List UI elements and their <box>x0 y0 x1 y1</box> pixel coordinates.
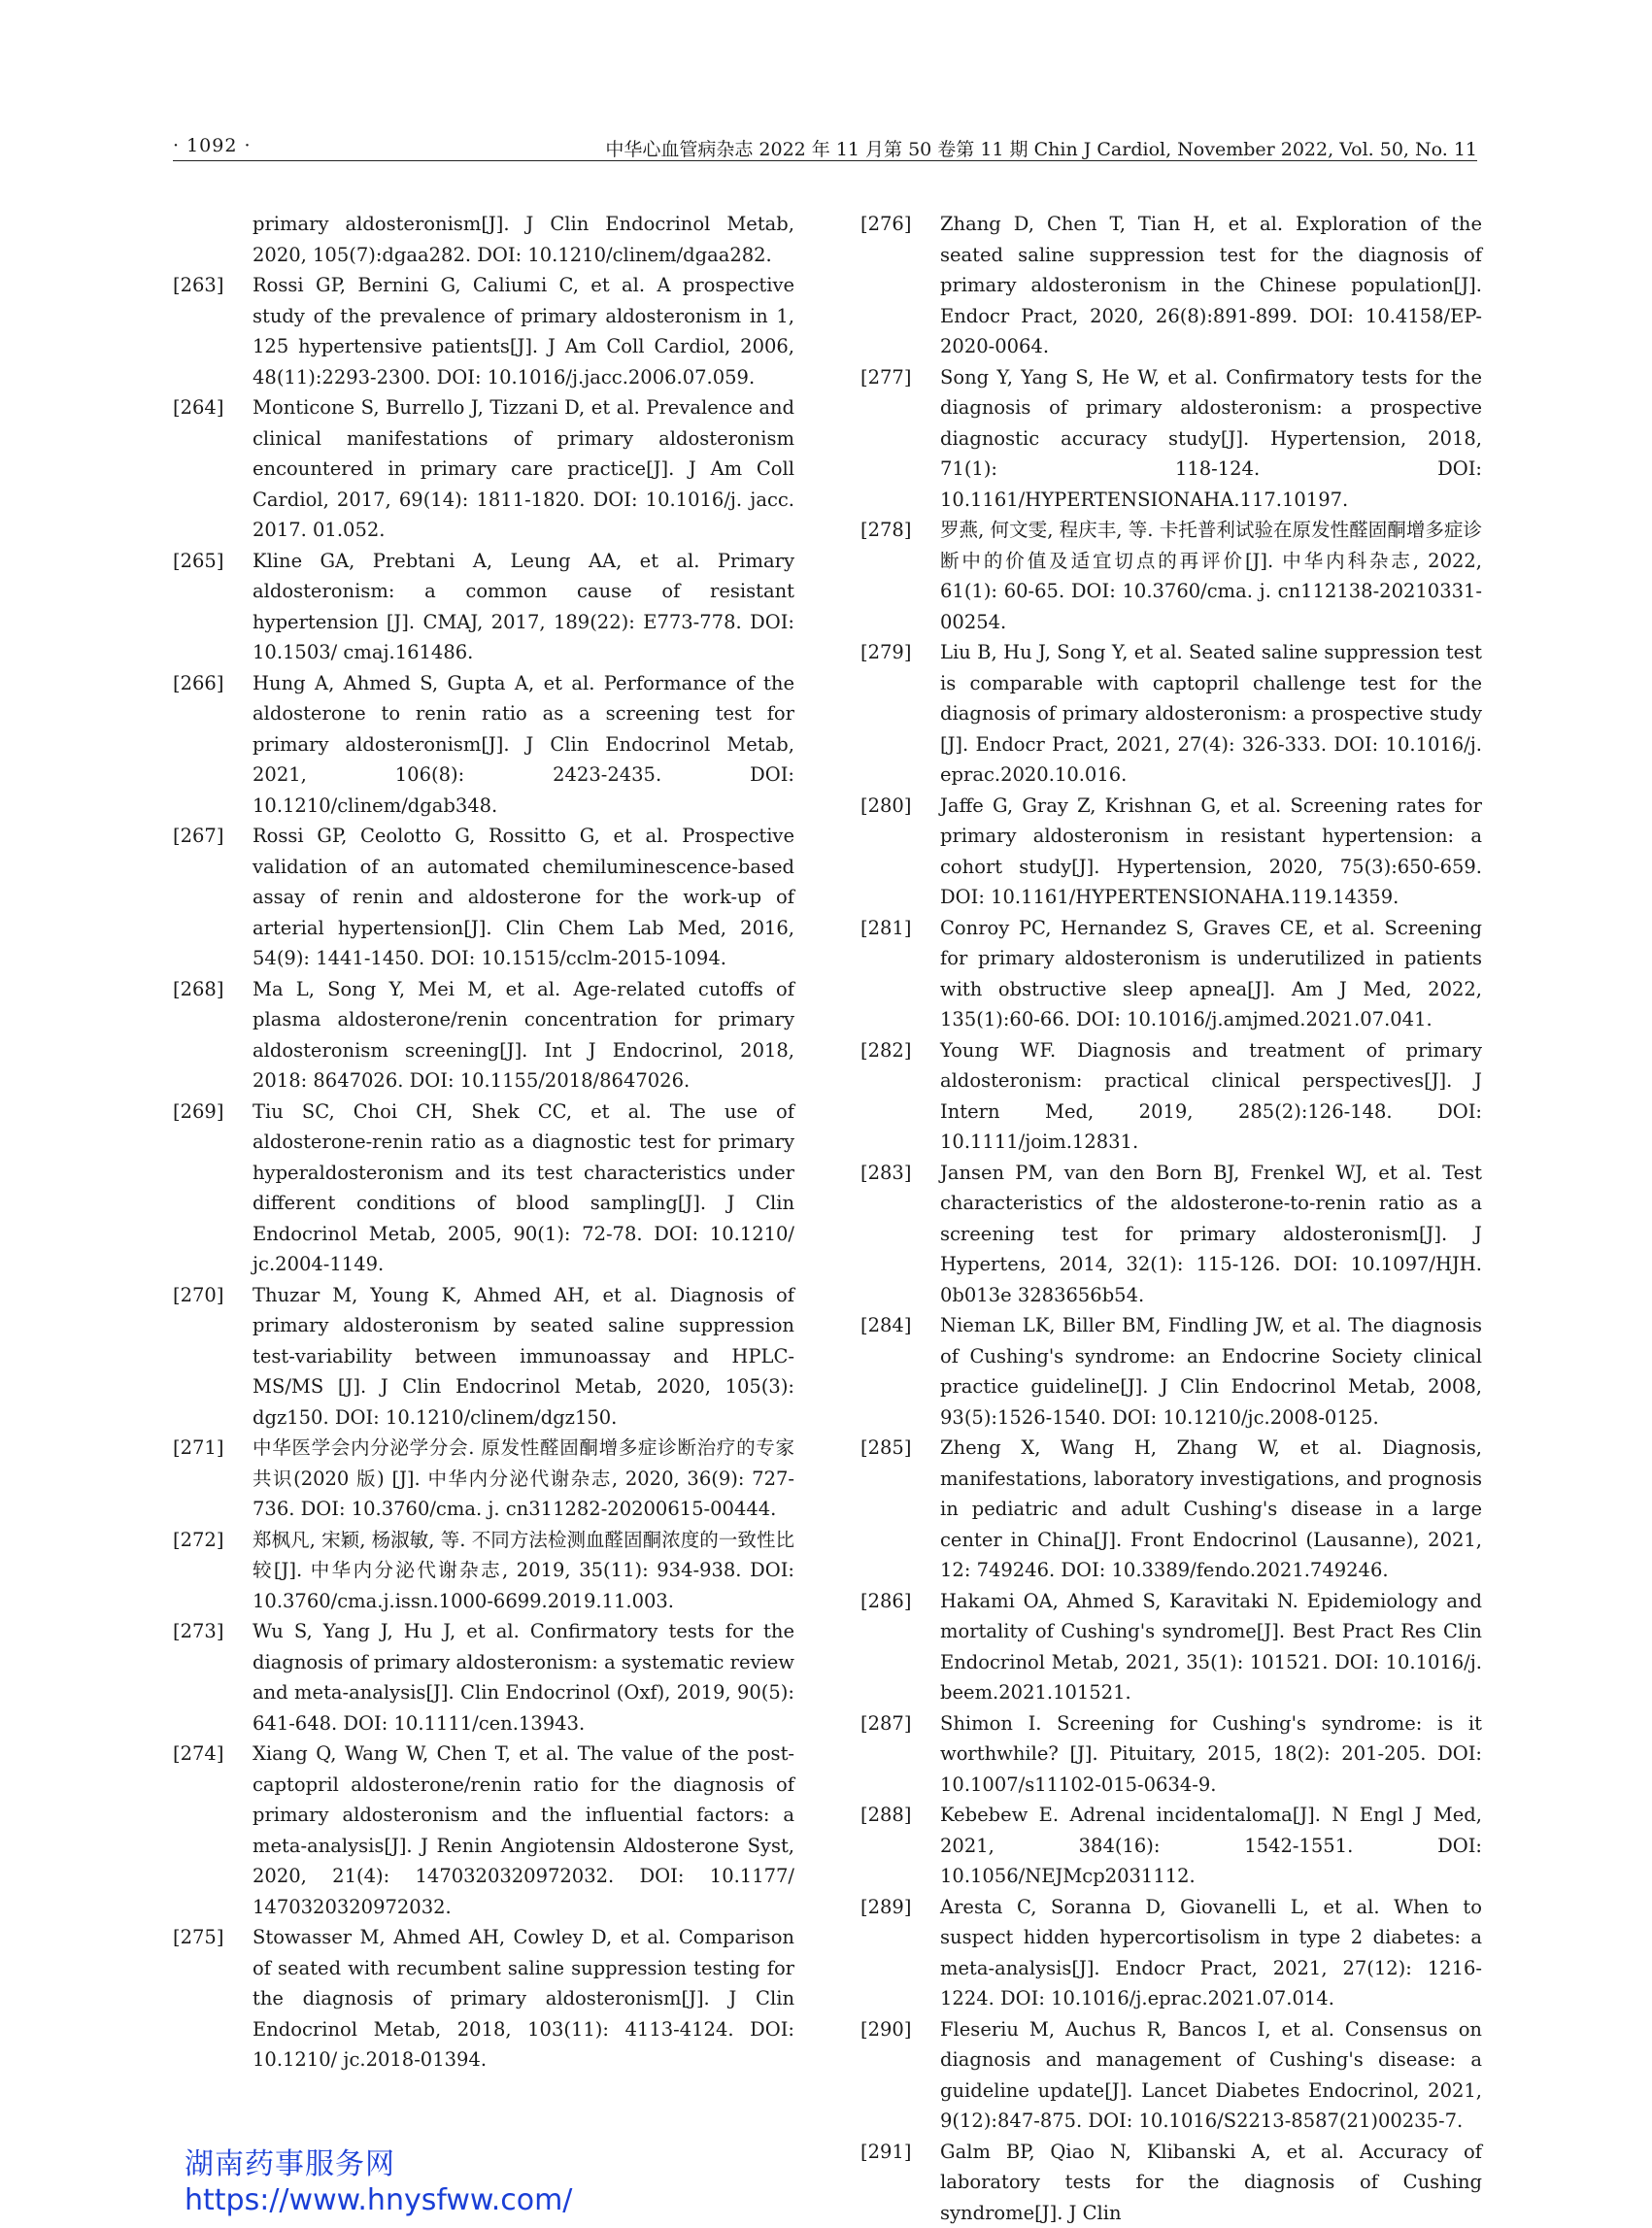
reference-number: [280] <box>860 791 911 822</box>
reference-number: [282] <box>860 1035 911 1066</box>
reference-item <box>173 1616 794 1739</box>
reference-number: [267] <box>173 821 223 852</box>
reference-item <box>860 362 1482 516</box>
page-number: · 1092 · <box>173 135 252 156</box>
reference-item <box>860 1892 1482 2014</box>
watermark-url[interactable]: https://www.hnysfww.com/ <box>185 2183 572 2218</box>
watermark-site-name: 湖南药事服务网 <box>185 2146 572 2183</box>
reference-text: Xiang Q, Wang W, Chen T, et al. The value of the post-captopril aldosterone/renin ratio for the diagnosis of primary aldosteronism and the influential factors: a meta-analysis[J]. J Renin Angiotensin Aldosterone Syst, 2020, 21(4): 1470320320972032. DOI: 10.1177/ 1470320320972032. <box>253 1742 794 1918</box>
reference-text: Rossi GP, Ceolotto G, Rossitto G, et al. Prospective validation of an automated chemiluminescence-based assay of renin and aldosterone for the work-up of arterial hypertension[J]. Clin Chem Lab Med, 2016, 54(9): 1441-1450. DOI: 10.1515/cclm-2015-1094. <box>253 825 794 969</box>
reference-text: Ma L, Song Y, Mei M, et al. Age-related cutoffs of plasma aldosterone/renin concentration for primary aldosteronism screening[J]. Int J Endocrinol, 2018, 2018: 8647026. DOI: 10.1155/2018/8647026. <box>253 978 794 1093</box>
reference-item <box>860 1708 1482 1801</box>
reference-number: [270] <box>173 1280 223 1311</box>
reference-text: Stowasser M, Ahmed AH, Cowley D, et al. Comparison of seated with recumbent saline suppression testing for the diagnosis of primary aldosteronism[J]. J Clin Endocrinol Metab, 2018, 103(11): 4113-4124. DOI: 10.1210/ jc.2018-01394. <box>253 1926 794 2071</box>
reference-number: [289] <box>860 1892 911 1923</box>
reference-text: Wu S, Yang J, Hu J, et al. Confirmatory tests for the diagnosis of primary aldosteronism: a systematic review and meta-analysis[J]. Clin Endocrinol (Oxf), 2019, 90(5): 641-648. DOI: 10.1111/cen.13943. <box>253 1620 794 1735</box>
reference-number: [266] <box>173 668 223 699</box>
reference-number: [281] <box>860 913 911 944</box>
reference-item <box>860 1310 1482 1433</box>
reference-item <box>173 1433 794 1525</box>
reference-text: Fleseriu M, Auchus R, Bancos I, et al. Consensus on diagnosis and management of Cushing's disease: a guideline update[J]. Lancet Diabetes Endocrinol, 2021, 9(12):847-875. DOI: 10.1016/S2213-8587(21)00235-7. <box>940 2018 1482 2133</box>
reference-text: Shimon I. Screening for Cushing's syndrome: is it worthwhile? [J]. Pituitary, 2015, 18(2): 201-205. DOI: 10.1007/s11102-015-0634-9. <box>940 1712 1482 1796</box>
reference-number: [287] <box>860 1708 911 1739</box>
reference-text: Aresta C, Soranna D, Giovanelli L, et al. When to suspect hidden hypercortisolism in type 2 diabetes: a meta-analysis[J]. Endocr Pract, 2021, 27(12): 1216-1224. DOI: 10.1016/j.eprac.2021.07.014. <box>940 1896 1482 2010</box>
reference-text: Young WF. Diagnosis and treatment of primary aldosteronism: practical clinical perspectives[J]. J Intern Med, 2019, 285(2):126-148. DOI: 10.1111/joim.12831. <box>940 1039 1482 1154</box>
reference-text: Zhang D, Chen T, Tian H, et al. Exploration of the seated saline suppression test for the diagnosis of primary aldosteronism in the Chinese population[J]. Endocr Pract, 2020, 26(8):891-899. DOI: 10.4158/EP-2020-0064. <box>940 213 1482 357</box>
reference-text: Song Y, Yang S, He W, et al. Confirmatory tests for the diagnosis of primary aldosteronism: a prospective diagnostic accuracy study[J]. Hypertension, 2018, 71(1): 118-124. DOI: 10.1161/HYPERTENSIONAHA.117.10197. <box>940 366 1482 511</box>
reference-number: [274] <box>173 1739 223 1770</box>
reference-number: [279] <box>860 637 911 668</box>
reference-text: Nieman LK, Biller BM, Findling JW, et al. The diagnosis of Cushing's syndrome: an Endocrine Society clinical practice guideline[J]. J Clin Endocrinol Metab, 2008, 93(5):1526-1540. DOI: 10.1210/jc.2008-0125. <box>940 1314 1482 1429</box>
reference-text: Hung A, Ahmed S, Gupta A, et al. Performance of the aldosterone to renin ratio as a screening test for primary aldosteronism[J]. J Clin Endocrinol Metab, 2021, 106(8): 2423-2435. DOI: 10.1210/clinem/dgab348. <box>253 672 794 817</box>
reference-number: [285] <box>860 1433 911 1464</box>
reference-number: [284] <box>860 1310 911 1341</box>
reference-column-left <box>173 209 794 2076</box>
reference-number: [286] <box>860 1586 911 1617</box>
reference-number: [272] <box>173 1525 223 1556</box>
reference-text: Tiu SC, Choi CH, Shek CC, et al. The use of aldosterone-renin ratio as a diagnostic test for primary hyperaldosteronism and its test characteristics under different conditions of blood sampling[J]. J Clin Endocrinol Metab, 2005, 90(1): 72-78. DOI: 10.1210/ jc.2004-1149. <box>253 1100 794 1276</box>
reference-text: 中华医学会内分泌学分会. 原发性醛固酮增多症诊断治疗的专家共识(2020 版) [J]. 中华内分泌代谢杂志, 2020, 36(9): 727-736. DOI: 10.3760/cma. j. cn311282-20200615-00444. <box>253 1436 794 1520</box>
reference-item <box>173 1280 794 1434</box>
reference-item <box>860 637 1482 791</box>
reference-text: Kline GA, Prebtani A, Leung AA, et al. Primary aldosteronism: a common cause of resistant hypertension [J]. CMAJ, 2017, 189(22): E773-778. DOI: 10.1503/ cmaj.161486. <box>253 550 794 664</box>
reference-item <box>860 2137 1482 2228</box>
reference-item <box>173 1739 794 1922</box>
watermark <box>185 2146 572 2218</box>
reference-text: Zheng X, Wang H, Zhang W, et al. Diagnosis, manifestations, laboratory investigations, and prognosis in pediatric and adult Cushing's disease in a large center in China[J]. Front Endocrinol (Lausanne), 2021, 12: 749246. DOI: 10.3389/fendo.2021.749246. <box>940 1436 1482 1581</box>
reference-number: [278] <box>860 515 911 546</box>
reference-text: Galm BP, Qiao N, Klibanski A, et al. Accuracy of laboratory tests for the diagnosis of Cushing syndrome[J]. J Clin <box>940 2141 1482 2224</box>
reference-text: Kebebew E. Adrenal incidentaloma[J]. N Engl J Med, 2021, 384(16): 1542-1551. DOI: 10.1056/NEJMcp2031112. <box>940 1804 1482 1887</box>
reference-number: [264] <box>173 392 223 423</box>
reference-text: Monticone S, Burrello J, Tizzani D, et al. Prevalence and clinical manifestations of primary aldosteronism encountered in primary care practice[J]. J Am Coll Cardiol, 2017, 69(14): 1811-1820. DOI: 10.1016/j. jacc. 2017. 01.052. <box>253 396 794 541</box>
reference-text: Jaffe G, Gray Z, Krishnan G, et al. Screening rates for primary aldosteronism in resistant hypertension: a cohort study[J]. Hypertension, 2020, 75(3):650-659. DOI: 10.1161/HYPERTENSIONAHA.119.14359. <box>940 794 1482 909</box>
reference-item <box>173 546 794 668</box>
reference-text: Conroy PC, Hernandez S, Graves CE, et al. Screening for primary aldosteronism is underutilized in patients with obstructive sleep apnea[J]. Am J Med, 2022, 135(1):60-66. DOI: 10.1016/j.amjmed.2021.07.041. <box>940 917 1482 1031</box>
reference-text: Hakami OA, Ahmed S, Karavitaki N. Epidemiology and mortality of Cushing's syndrome[J]. Best Pract Res Clin Endocrinol Metab, 2021, 35(1): 101521. DOI: 10.1016/j. beem.2021.101521. <box>940 1590 1482 1705</box>
reference-number: [290] <box>860 2014 911 2045</box>
reference-item <box>173 392 794 546</box>
journal-citation-line: 中华心血管病杂志 2022 年 11 月第 50 卷第 11 期 Chin J Cardiol, November 2022, Vol. 50, No. 11 <box>605 135 1477 161</box>
reference-item <box>860 1158 1482 1311</box>
reference-number: [271] <box>173 1433 223 1464</box>
reference-item <box>860 913 1482 1035</box>
reference-text: 罗燕, 何文雯, 程庆丰, 等. 卡托普利试验在原发性醛固酮增多症诊断中的价值及适宜切点的再评价[J]. 中华内科杂志, 2022, 61(1): 60-65. DOI: 10.3760/cma. j. cn112138-20210331-00254. <box>940 519 1482 633</box>
reference-number: [291] <box>860 2137 911 2168</box>
reference-item <box>860 515 1482 637</box>
reference-item <box>173 1922 794 2076</box>
reference-number: [283] <box>860 1158 911 1189</box>
reference-number: [288] <box>860 1800 911 1831</box>
reference-item <box>860 791 1482 913</box>
reference-number: [263] <box>173 270 223 301</box>
reference-text: Rossi GP, Bernini G, Caliumi C, et al. A prospective study of the prevalence of primary aldosteronism in 1, 125 hypertensive patients[J]. J Am Coll Cardiol, 2006, 48(11):2293-2300. DOI: 10.1016/j.jacc.2006.07.059. <box>253 274 794 388</box>
reference-item <box>173 1525 794 1617</box>
reference-item <box>860 1035 1482 1158</box>
reference-item <box>173 1097 794 1280</box>
reference-number: [269] <box>173 1097 223 1128</box>
reference-text: Liu B, Hu J, Song Y, et al. Seated saline suppression test is comparable with captopril challenge test for the diagnosis of primary aldosteronism: a prospective study [J]. Endocr Pract, 2021, 27(4): 326-333. DOI: 10.1016/j. eprac.2020.10.016. <box>940 641 1482 786</box>
reference-column-right <box>860 209 1482 2228</box>
reference-number: [268] <box>173 974 223 1005</box>
reference-item <box>173 974 794 1097</box>
reference-item <box>173 270 794 392</box>
reference-number: [277] <box>860 362 911 393</box>
reference-number: [273] <box>173 1616 223 1647</box>
reference-item <box>860 1800 1482 1892</box>
reference-continuation: primary aldosteronism[J]. J Clin Endocrinol Metab, 2020, 105(7):dgaa282. DOI: 10.1210/clinem/dgaa282. <box>173 209 794 270</box>
running-header <box>173 131 1477 161</box>
reference-item <box>173 668 794 822</box>
reference-item <box>860 2014 1482 2137</box>
reference-item <box>860 1586 1482 1708</box>
reference-number: [276] <box>860 209 911 240</box>
reference-text: Jansen PM, van den Born BJ, Frenkel WJ, et al. Test characteristics of the aldosterone-to-renin ratio as a screening test for primary aldosteronism[J]. J Hypertens, 2014, 32(1): 115-126. DOI: 10.1097/HJH. 0b013e 3283656b54. <box>940 1162 1482 1306</box>
reference-item <box>860 209 1482 362</box>
reference-text: Thuzar M, Young K, Ahmed AH, et al. Diagnosis of primary aldosteronism by seated saline suppression test-variability between immunoassay and HPLC-MS/MS [J]. J Clin Endocrinol Metab, 2020, 105(3): dgz150. DOI: 10.1210/clinem/dgz150. <box>253 1284 794 1429</box>
reference-item <box>860 1433 1482 1586</box>
reference-number: [275] <box>173 1922 223 1953</box>
reference-text: 郑枫凡, 宋颖, 杨淑敏, 等. 不同方法检测血醛固酮浓度的一致性比较[J]. 中华内分泌代谢杂志, 2019, 35(11): 934-938. DOI: 10.3760/cma.j.issn.1000-6699.2019.11.003. <box>253 1529 794 1612</box>
reference-number: [265] <box>173 546 223 577</box>
reference-item <box>173 821 794 974</box>
